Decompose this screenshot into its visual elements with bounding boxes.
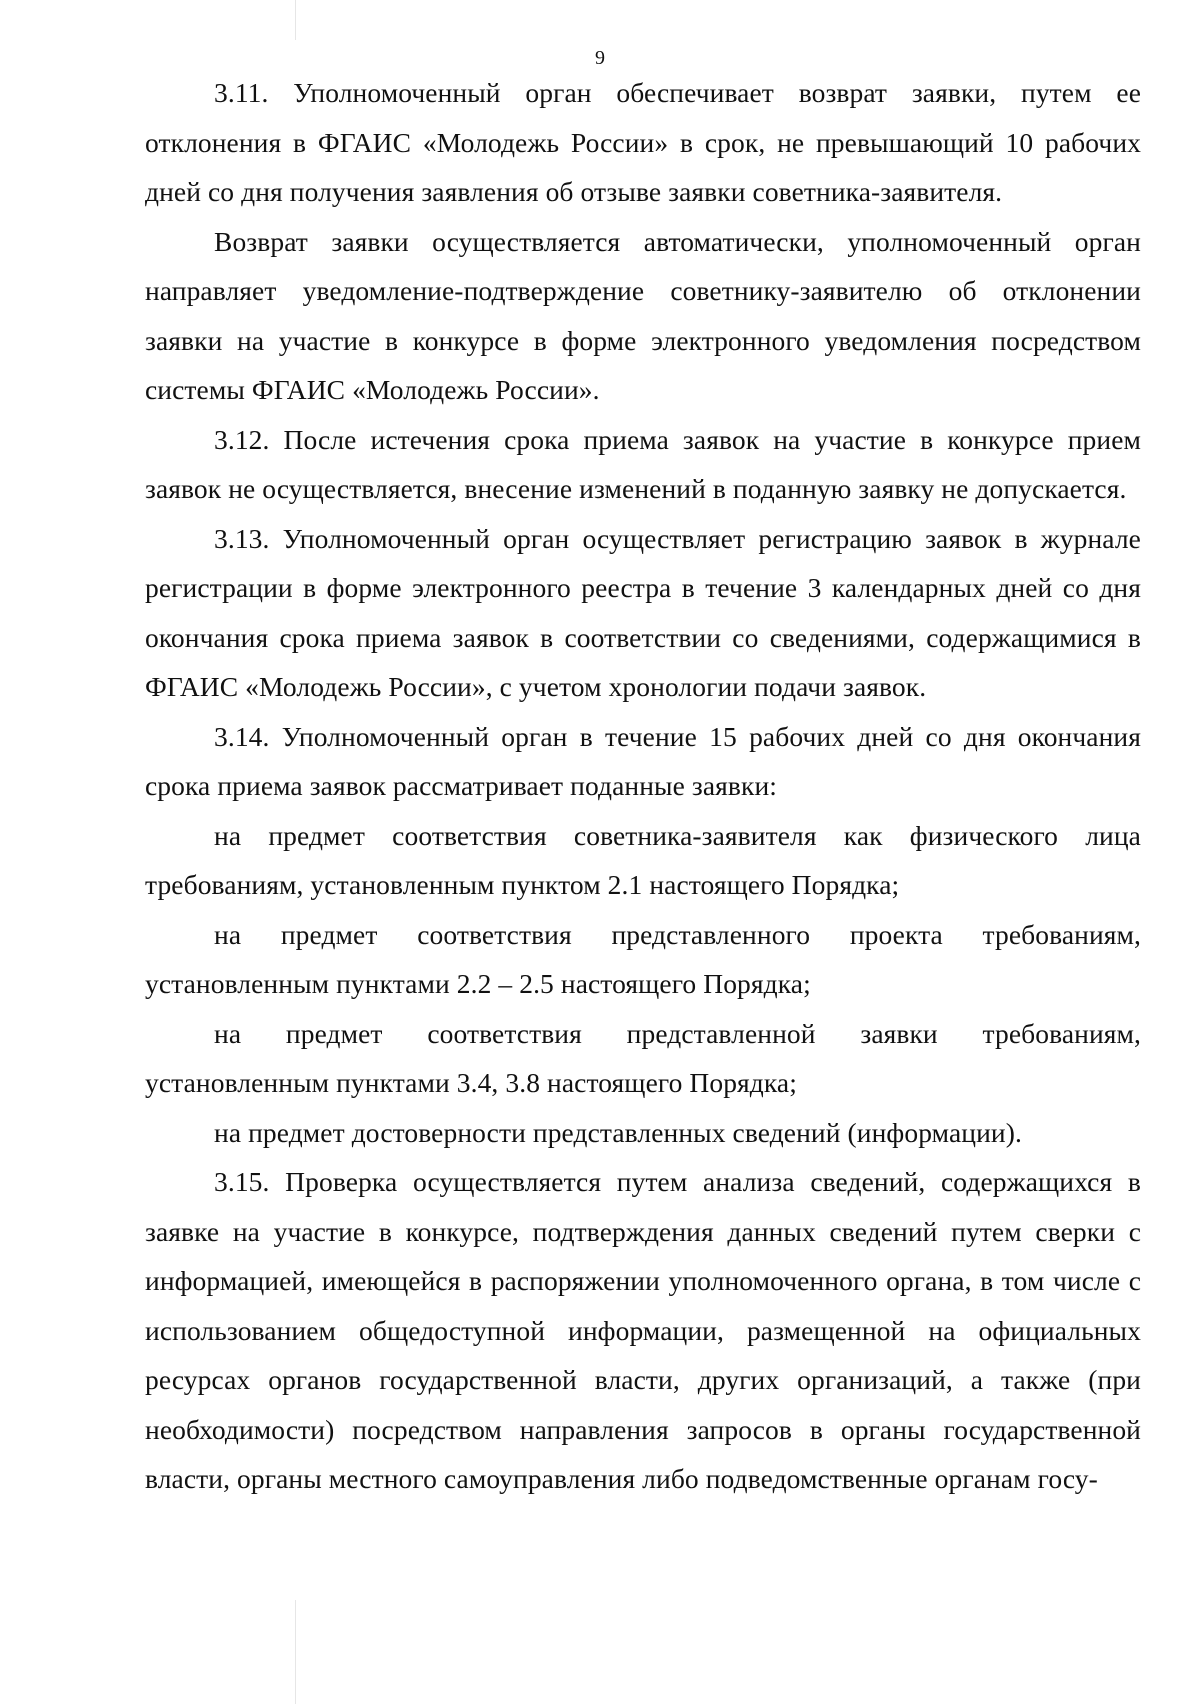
paragraph-3-15: 3.15. Проверка осуществляется путем анализа сведений, содержащихся в заявке на участие в конкурсе, подтверждения данных сведений путем сверки с информацией, имеющейся в распоряжении уполномоченного органа, в том числе с использованием общедоступной информации, размещенной на официальных ресурсах органов государственной власти, других организаций, а также (при необходимости) посредством направления запросов в органы государственной власти, органы местного самоуправления либо подведомственные органам госу- [145,1166,1141,1494]
list-item-information-reliability: на предмет достоверности представленных сведений (информации). [214,1116,1022,1148]
list-item-project-requirements: на предмет соответствия представленного проекта требованиям, установленным пунктами 2.2 – 2.5 настоящего Порядка; [145,918,1141,999]
page-number: 9 [595,47,605,69]
paragraph-return-notice: Возврат заявки осуществляется автоматически, уполномоченный орган направляет уведомление-подтверждение советнику-заявителю об отклонении заявки на участие в конкурсе в форме электронного уведомления посредством системы ФГАИС «Молодежь России». [145,225,1141,405]
scan-artifact-line-top [295,0,296,40]
paragraph-3-14: 3.14. Уполномоченный орган в течение 15 рабочих дней со дня окончания срока приема заявок рассматривает поданные заявки: [145,720,1141,801]
paragraph-3-13: 3.13. Уполномоченный орган осуществляет регистрацию заявок в журнале регистрации в форме электронного реестра в течение 3 календарных дней со дня окончания срока приема заявок в соответствии со сведениями, содержащимися в ФГАИС «Молодежь России», с учетом хронологии подачи заявок. [145,522,1141,702]
list-item-application-requirements: на предмет соответствия представленной заявки требованиям, установленным пунктами 3.4, 3.8 настоящего Порядка; [145,1017,1141,1098]
paragraph-3-12: 3.12. После истечения срока приема заявок на участие в конкурсе прием заявок не осуществляется, внесение изменений в поданную заявку не допускается. [145,423,1141,504]
document-body [145,68,1141,1504]
paragraph-3-11: 3.11. Уполномоченный орган обеспечивает возврат заявки, путем ее отклонения в ФГАИС «Молодежь России» в срок, не превышающий 10 рабочих дней со дня получения заявления об отзыве заявки советника-заявителя. [145,77,1141,207]
list-item-applicant-requirements: на предмет соответствия советника-заявителя как физического лица требованиям, установленным пунктом 2.1 настоящего Порядка; [145,819,1141,900]
scan-artifact-line-bottom [295,1600,296,1704]
